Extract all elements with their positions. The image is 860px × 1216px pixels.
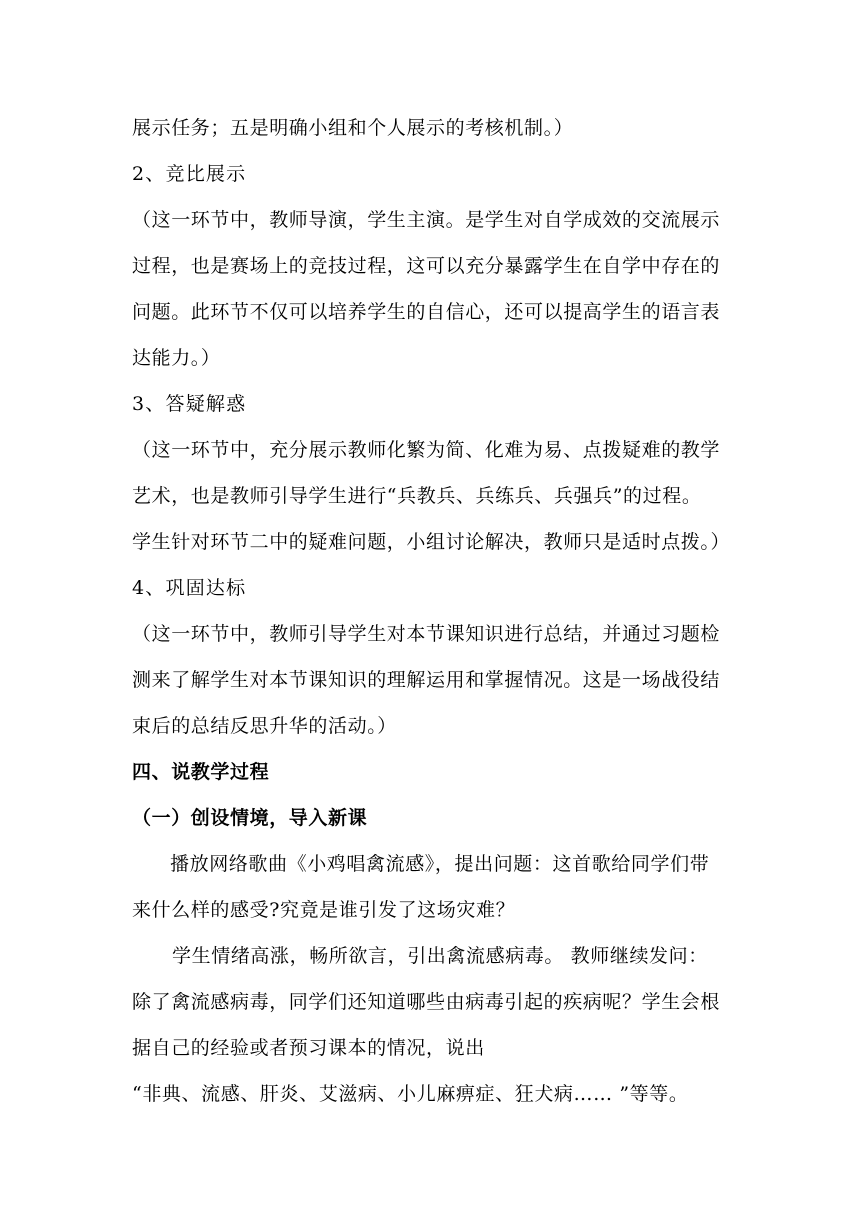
section-heading: 四、说教学过程 [132, 761, 270, 783]
text-line: （这一环节中，充分展示教师化繁为简、化难为易、点拨疑难的教学 [132, 439, 721, 461]
text-line: 艺术，也是教师引导学生进行“兵教兵、兵练兵、兵强兵”的过程。 [132, 485, 702, 507]
text-line: 达能力。） [132, 347, 221, 369]
subsection-heading: （一）创设情境，导入新课 [132, 807, 368, 829]
text-line: 束后的总结反思升华的活动。） [132, 715, 397, 737]
paragraph-line: 除了禽流感病毒，同学们还知道哪些由病毒引起的疾病呢？学生会根 [132, 991, 721, 1013]
paragraph-line: 播放网络歌曲《小鸡唱禽流感》，提出问题：这首歌给同学们带 [170, 853, 710, 875]
text-line: 过程，也是赛场上的竞技过程，这可以充分暴露学生在自学中存在的 [132, 255, 721, 277]
paragraph-line: 来什么样的感受?究竟是谁引发了这场灾难？ [132, 899, 516, 921]
text-line: 问题。此环节不仅可以培养学生的自信心，还可以提高学生的语言表 [132, 301, 721, 323]
paragraph-line: “非典、流感、肝炎、艾滋病、小儿麻痹症、狂犬病…… ”等等。 [132, 1083, 689, 1105]
text-line: 学生针对环节二中的疑难问题，小组讨论解决，教师只是适时点拨。） [132, 531, 731, 553]
section-item-heading: 3、答疑解惑 [132, 393, 247, 415]
paragraph-line: 据自己的经验或者预习课本的情况，说出 [132, 1037, 485, 1059]
paragraph-line: 学生情绪高涨，畅所欲言，引出禽流感病毒。 教师继续发问： [172, 945, 708, 967]
text-line: 展示任务；五是明确小组和个人展示的考核机制。） [132, 117, 574, 139]
section-item-heading: 2、竞比展示 [132, 163, 247, 185]
text-line: 测来了解学生对本节课知识的理解运用和掌握情况。这是一场战役结 [132, 669, 721, 691]
section-item-heading: 4、巩固达标 [132, 577, 247, 599]
text-line: （这一环节中，教师导演，学生主演。是学生对自学成效的交流展示 [132, 209, 721, 231]
text-line: （这一环节中，教师引导学生对本节课知识进行总结，并通过习题检 [132, 623, 721, 645]
